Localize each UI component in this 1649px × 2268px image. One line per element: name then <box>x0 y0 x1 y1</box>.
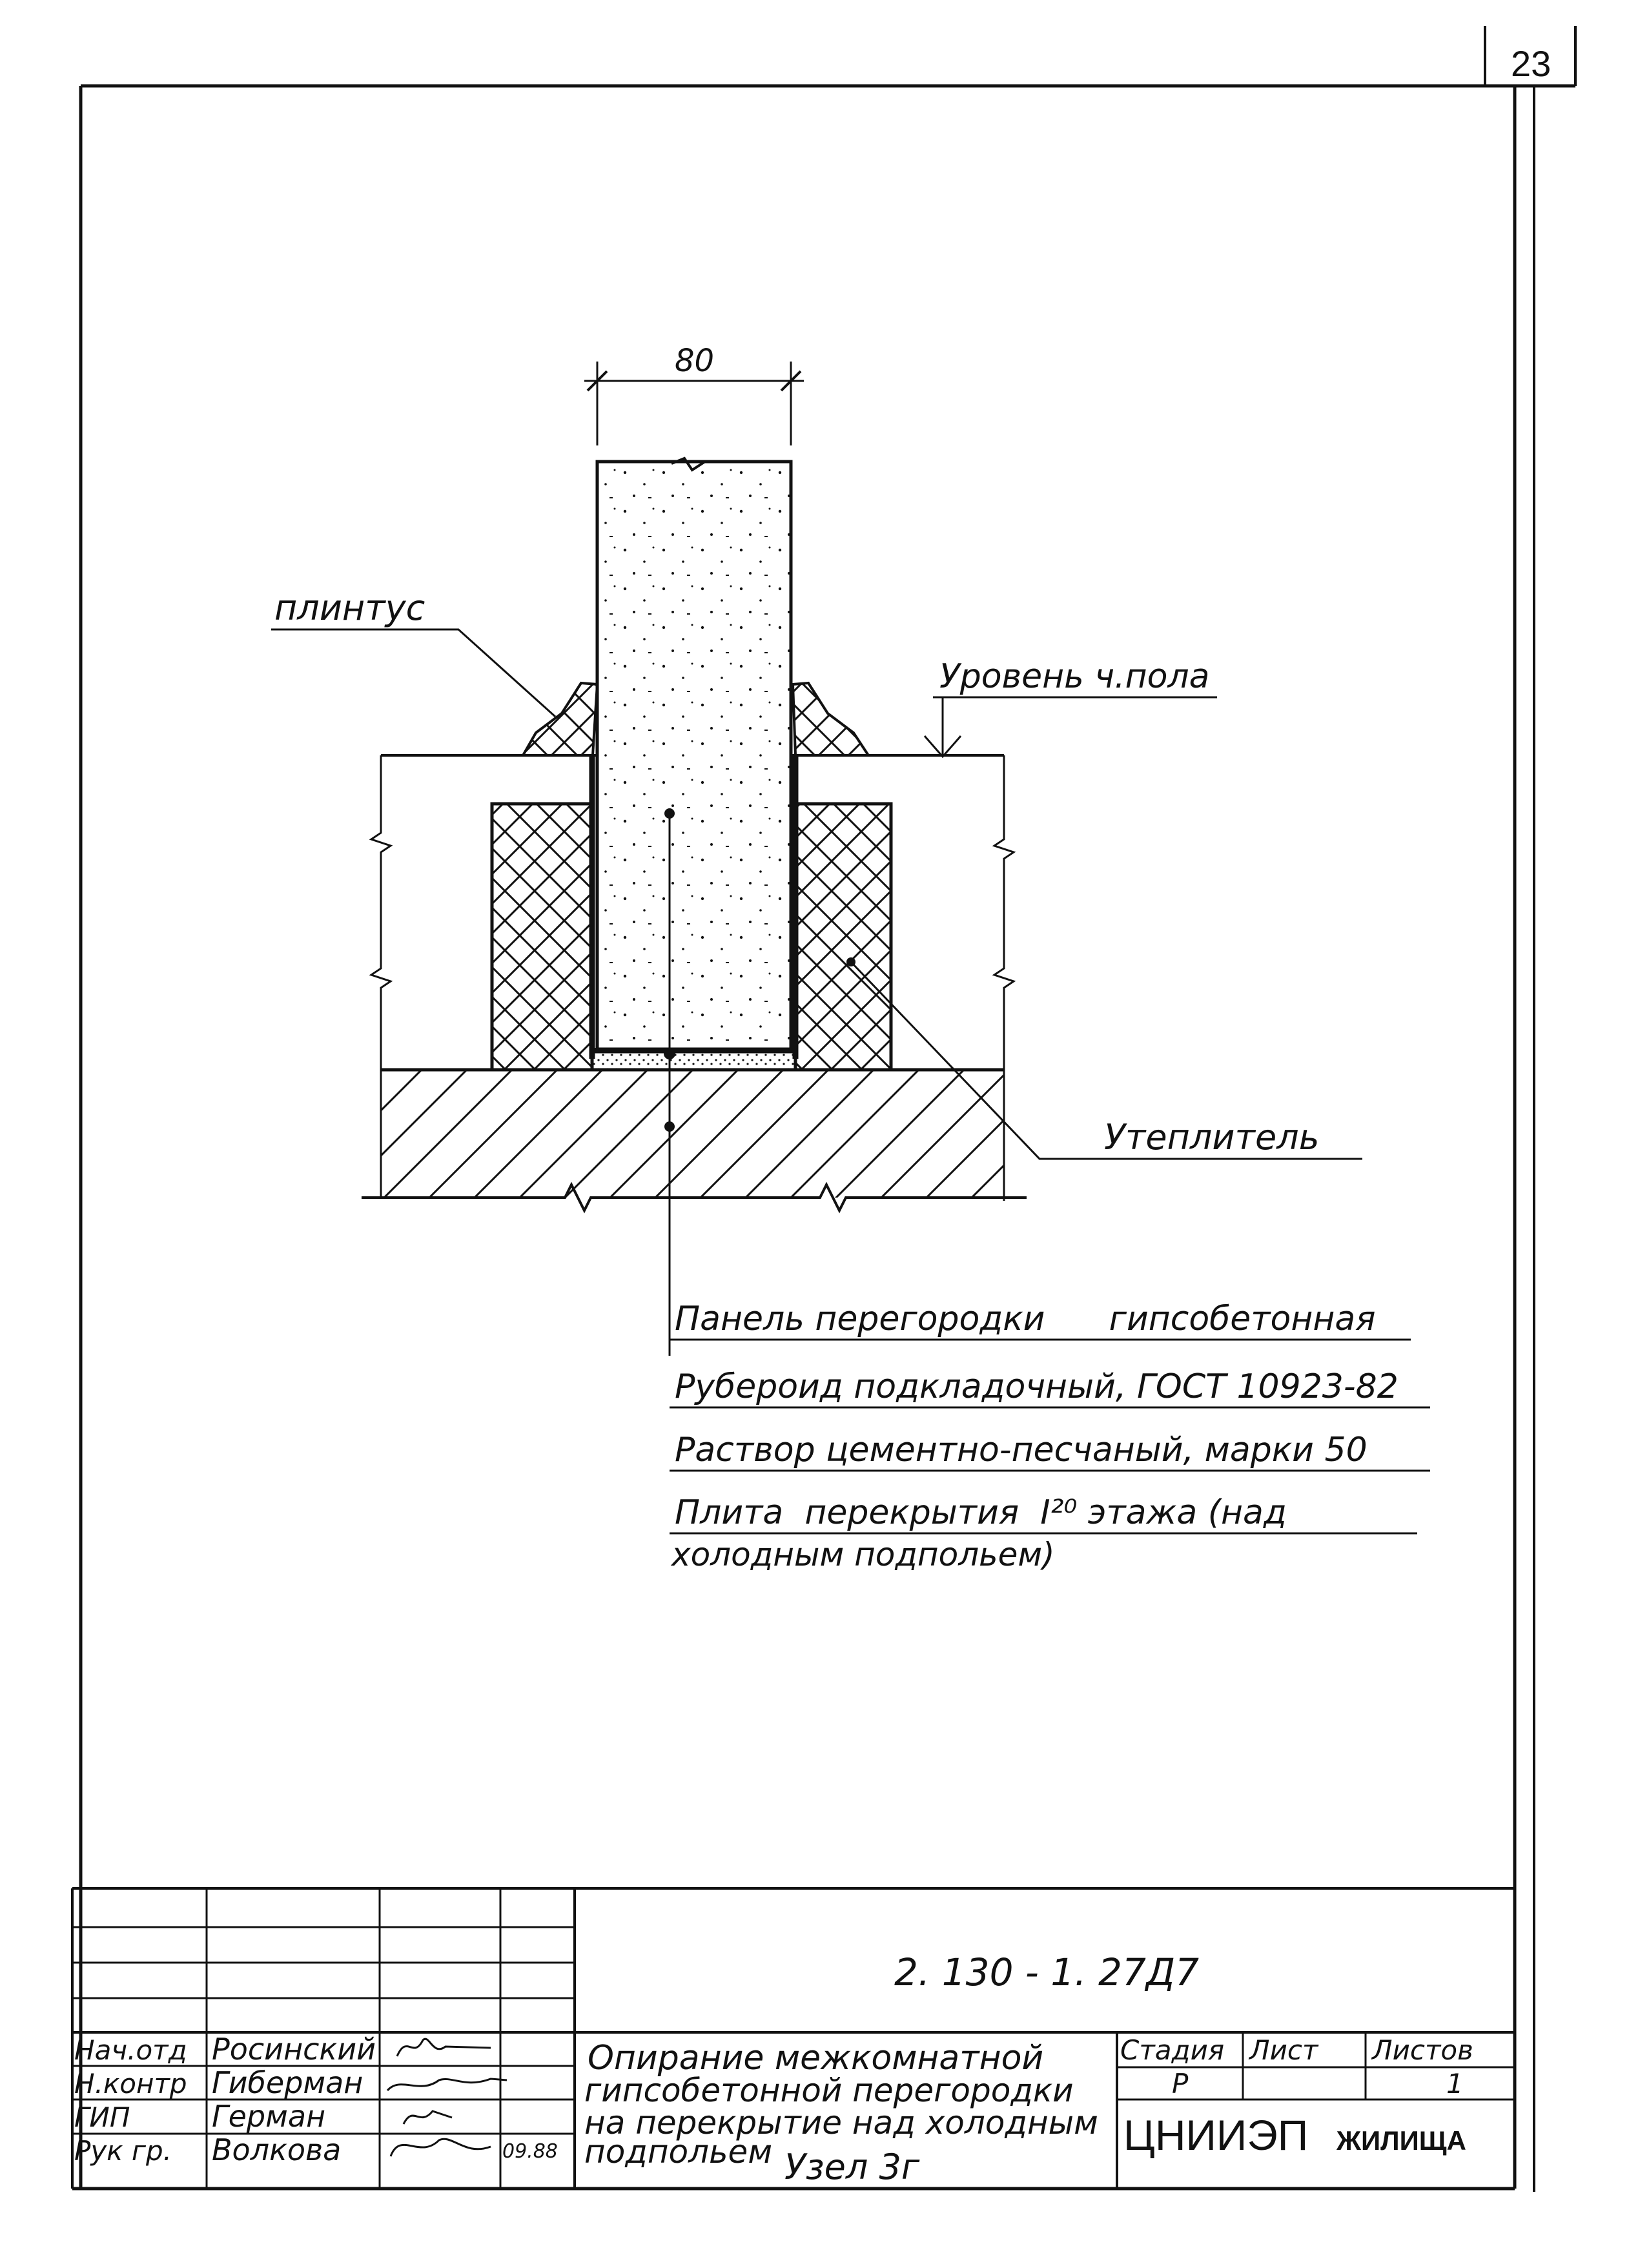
layer-1: Панель перегородки гипсобетонная <box>675 1300 1376 1338</box>
staff-role-1: Нач.отд <box>74 2034 187 2066</box>
staff-date-4: 09.88 <box>502 2140 558 2163</box>
partition-panel <box>597 462 791 1049</box>
page-number: 23 <box>1511 43 1552 84</box>
organization-name: ЦНИИЭП <box>1123 2111 1309 2159</box>
skirting-right <box>793 683 868 755</box>
layer-4: Плита перекрытия I²⁰ этажа (над <box>675 1493 1287 1532</box>
sheets-header: Листов <box>1372 2034 1473 2066</box>
title-line-1: Опирание межкомнатной <box>588 2039 1044 2078</box>
insulation-left <box>492 804 592 1070</box>
document-code: 2. 130 - 1. 27Д7 <box>894 1950 1200 1994</box>
stage-header: Стадия <box>1120 2034 1225 2066</box>
staff-role-3: ГИП <box>74 2101 130 2133</box>
insulation-right <box>795 804 891 1070</box>
label-plinth: плинтус <box>274 587 425 628</box>
title-line-4: подпольем <box>584 2133 773 2171</box>
node-label: Узел 3г <box>784 2147 920 2187</box>
staff-role-2: Н.контр <box>74 2068 187 2099</box>
staff-name-1: Росинский <box>212 2032 376 2067</box>
section-drawing <box>271 343 1430 1573</box>
organization-sub: ЖИЛИЩА <box>1337 2125 1466 2156</box>
skirting-left <box>523 683 597 755</box>
stage-value: Р <box>1172 2068 1189 2099</box>
label-insulation: Утеплитель <box>1104 1117 1320 1158</box>
layer-2: Рубероид подкладочный, ГОСТ 10923-82 <box>675 1367 1398 1406</box>
floor-slab <box>381 1070 1004 1198</box>
layer-4-continuation: холодным подпольем) <box>671 1536 1055 1573</box>
sheets-value: 1 <box>1446 2068 1464 2099</box>
staff-name-3: Герман <box>212 2099 326 2134</box>
title-line-3: на перекрытие над холодным <box>584 2104 1098 2141</box>
dimension-80-label: 80 <box>675 343 715 379</box>
label-floor-level: Уровень ч.пола <box>939 657 1210 696</box>
signatures <box>387 2039 507 2156</box>
staff-name-4: Волкова <box>212 2132 342 2167</box>
title-line-2: гипсобетонной перегородки <box>584 2072 1074 2109</box>
staff-role-4: Рук гр. <box>74 2135 172 2167</box>
staff-name-2: Гиберман <box>212 2065 364 2100</box>
layer-3: Раствор цементно-песчаный, марки 50 <box>675 1431 1367 1469</box>
sheet-header: Лист <box>1249 2034 1318 2066</box>
